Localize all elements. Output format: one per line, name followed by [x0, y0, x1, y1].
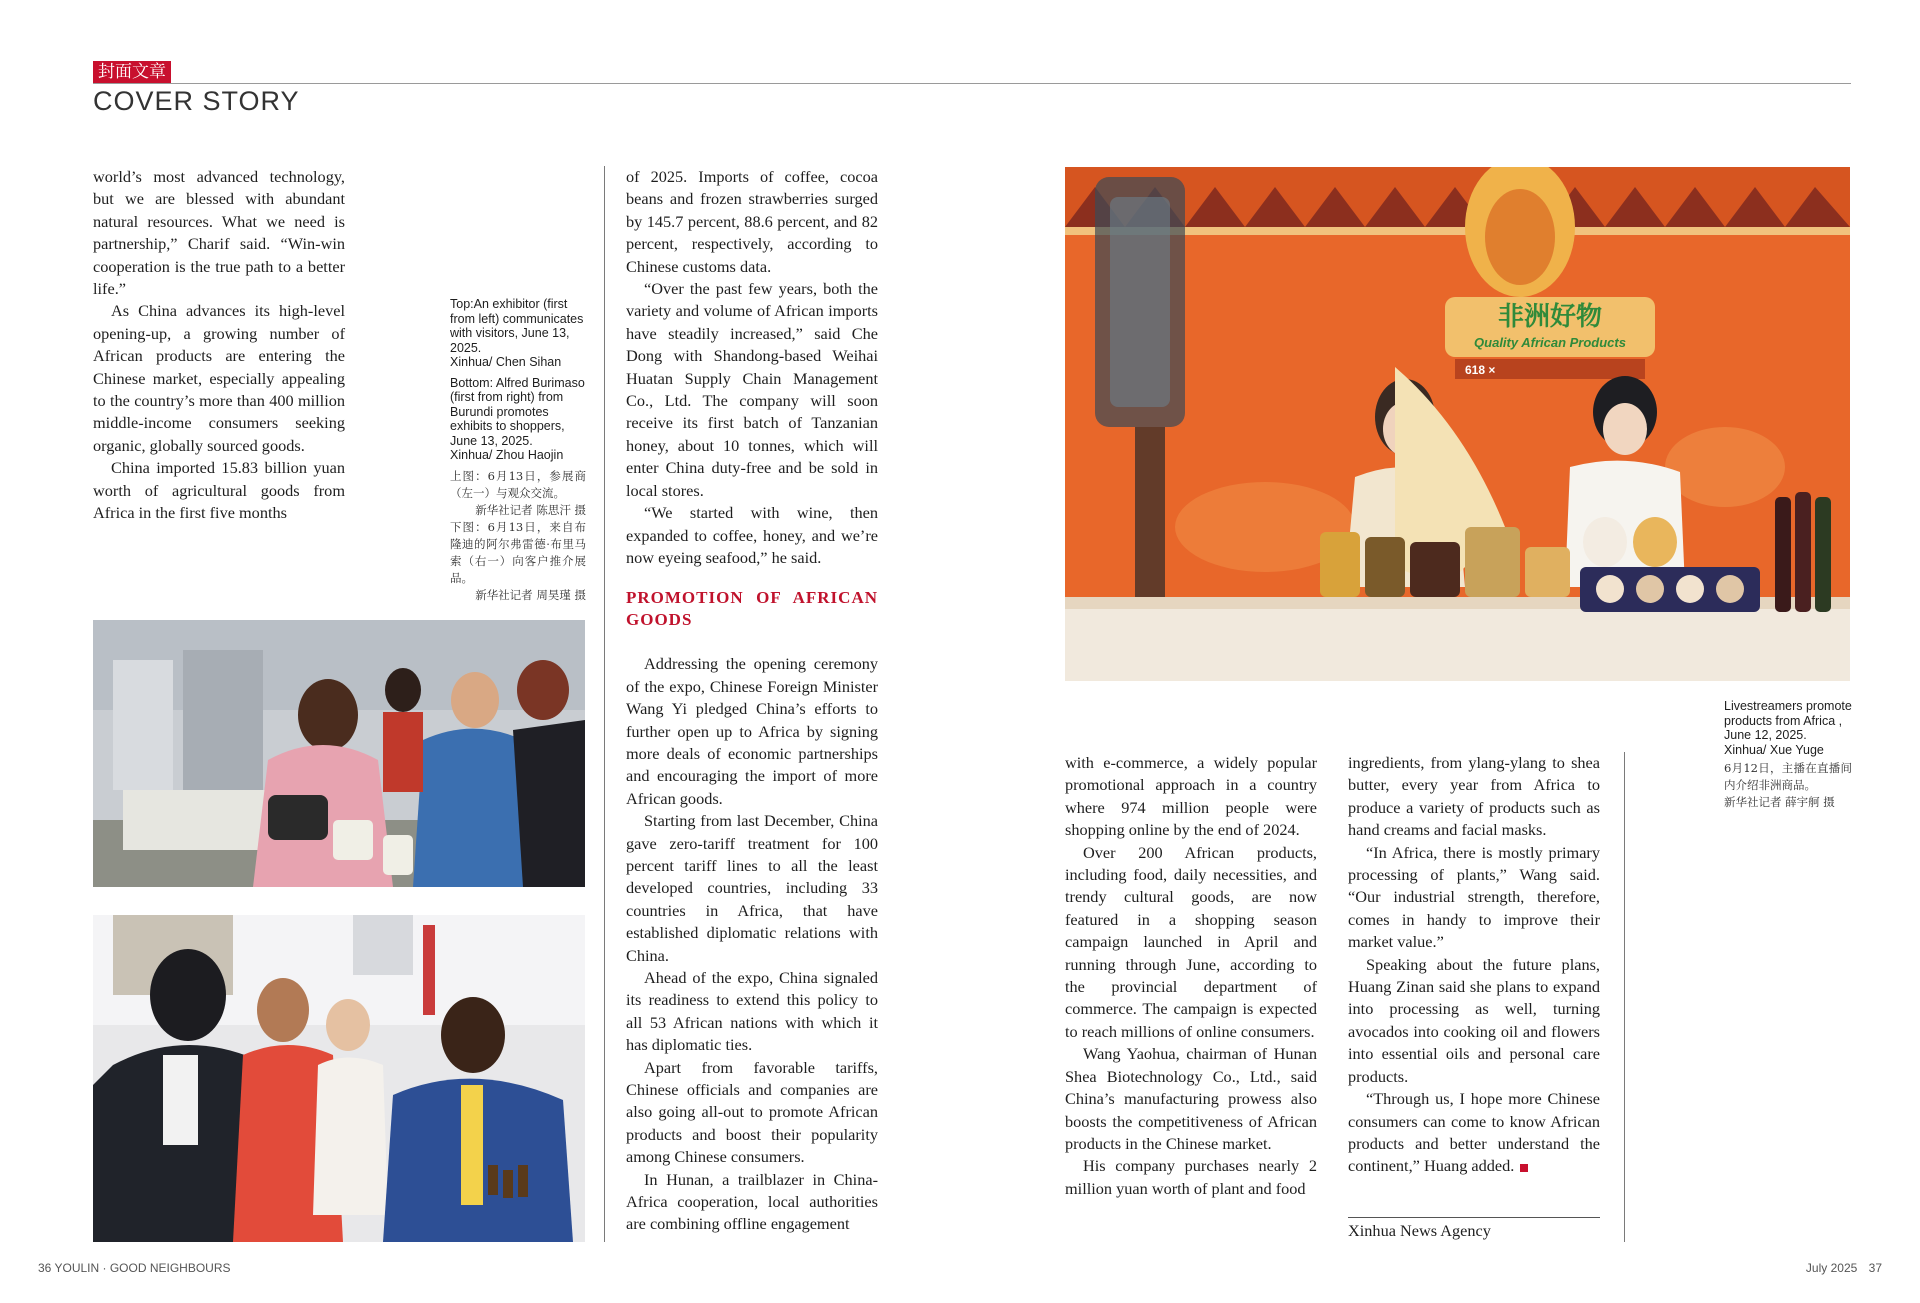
- section-tag-cn: 封面文章: [93, 61, 171, 84]
- page-number-right: 37: [1868, 1261, 1882, 1275]
- article-column-2: [626, 166, 878, 1236]
- paragraph: As China advances its high-level opening-up, a growing number of African products are entering the Chinese market, especially appealing to the country’s more than 400 million middle-income consumers seeking organic, globally sourced goods.: [93, 301, 345, 455]
- photo-burundi-exhibitor: [93, 915, 585, 1242]
- paragraph-closing: [1348, 1088, 1600, 1178]
- paragraph: with e-commerce, a widely popular promotional approach in a country where 974 million people were shopping online by the end of 2024.: [1065, 753, 1317, 840]
- paragraph: world’s most advanced technology, but we are blessed with abundant natural resources. What we need is partnership,” Charif said. “Win-win cooperation is the true path to a better life.”: [93, 167, 345, 299]
- caption-bottom-cn-credit: 新华社记者 周昊瑾 摄: [475, 588, 586, 602]
- caption-top-cn: 上图：6月13日，参展商（左一）与观众交流。: [450, 469, 586, 500]
- magazine-name: YOULIN · GOOD NEIGHBOURS: [54, 1261, 231, 1275]
- photo-burundi-exhibitor-image: [93, 915, 585, 1242]
- sign-cn-text: 非洲好物: [1497, 302, 1603, 332]
- article-column-3: [1065, 752, 1317, 1200]
- paragraph: In Hunan, a trailblazer in China-Africa cooperation, local authorities are combining offline engagement: [626, 1169, 878, 1234]
- photo-exhibitor-visitors-image: [93, 620, 585, 887]
- paragraph: Over 200 African products, including food, daily necessities, and trendy cultural goods, are now featured in a shopping season campaign launched in April and running through June, according to the provincial department of commerce. The campaign is expected to reach millions of online consumers.: [1065, 842, 1317, 1041]
- photo-exhibitor-visitors: [93, 620, 585, 887]
- paragraph: His company purchases nearly 2 million yuan worth of plant and food: [1065, 1156, 1317, 1198]
- photo-caption-right-cn: [1724, 760, 1852, 811]
- caption-right-credit: Xinhua/ Xue Yuge: [1724, 742, 1824, 757]
- paragraph: “In Africa, there is mostly primary processing of plants,” Wang said. “Our industrial strength, therefore, comes in handy to improve their market value.”: [1348, 842, 1600, 952]
- caption-bottom-text: Bottom: Alfred Burimaso (first from right) from Burundi promotes exhibits to shoppers, June 13, 2025.: [450, 375, 585, 448]
- footer-left: [38, 1261, 231, 1275]
- caption-right-cn: 6月12日，主播在直播间内介绍非洲商品。: [1724, 761, 1852, 792]
- source-rule: [1348, 1217, 1600, 1218]
- photo-caption-left: [450, 297, 586, 469]
- article-column-4: [1348, 752, 1600, 1178]
- caption-top-text: Top:An exhibitor (first from left) communicates with visitors, June 13, 2025.: [450, 297, 584, 355]
- photo-livestreamers: [1065, 167, 1850, 681]
- sign-en-text: Quality African Products: [1474, 335, 1626, 350]
- sign-sub-text: 618 ×: [1465, 363, 1496, 377]
- paragraph: Apart from favorable tariffs, Chinese officials and companies are also going all-out to promote African products and boost their popularity among Chinese consumers.: [626, 1057, 878, 1167]
- paragraph: Wang Yaohua, chairman of Hunan Shea Biotechnology Co., Ltd., said China’s manufacturing prowess also boosts the competitiveness of African products in the Chinese market.: [1065, 1044, 1317, 1153]
- section-title: COVER STORY: [93, 86, 300, 116]
- paragraph: Addressing the opening ceremony of the expo, Chinese Foreign Minister Wang Yi pledged China’s efforts to further open up to Africa by signing more deals of economic partnerships and encouraging the import of more African goods.: [626, 654, 878, 808]
- end-mark-icon: [1520, 1164, 1528, 1172]
- paragraph: of 2025. Imports of coffee, cocoa beans and frozen strawberries surged by 145.7 percent, 88.6 percent, and 82 percent, respectively, according to Chinese customs data.: [626, 167, 878, 276]
- photo-caption-right: [1724, 699, 1852, 763]
- photo-livestreamers-image: [1065, 167, 1850, 681]
- paragraph: “We started with wine, then expanded to coffee, honey, and we’re now eyeing seafood,” he said.: [626, 503, 878, 567]
- page-number-left: 36: [38, 1261, 52, 1275]
- caption-top-cn-credit: 新华社记者 陈思汗 摄: [475, 503, 586, 517]
- caption-top-credit: Xinhua/ Chen Sihan: [450, 355, 562, 369]
- subheading: PROMOTION OF AFRICAN GOODS: [626, 588, 878, 630]
- paragraph: China imported 15.83 billion yuan worth of agricultural goods from Africa in the first five months: [93, 458, 345, 523]
- paragraph: Ahead of the expo, China signaled its readiness to extend this policy to all 53 African nations with which it has diplomatic ties.: [626, 968, 878, 1055]
- column-divider: [604, 166, 605, 1242]
- caption-bottom-cn: 下图：6月13日，来自布隆迪的阿尔弗雷德·布里马索（右一）向客户推介展品。: [450, 520, 586, 585]
- caption-bottom-credit: Xinhua/ Zhou Haojin: [450, 448, 564, 462]
- paragraph: ingredients, from ylang-ylang to shea butter, every year from Africa to produce a variety of products such as hand creams and facial masks.: [1348, 753, 1600, 840]
- header-rule: [93, 83, 1851, 84]
- photo-caption-left-cn: [450, 468, 586, 604]
- caption-right-text: Livestreamers promote products from Africa , June 12, 2025.: [1724, 699, 1852, 742]
- closing-text: “Through us, I hope more Chinese consumers can come to know African products and better understand the continent,” Huang added.: [1348, 1089, 1600, 1176]
- source-line: Xinhua News Agency: [1348, 1221, 1491, 1240]
- article-column-1: [93, 166, 345, 525]
- paragraph: Starting from last December, China gave zero-tariff treatment for 100 percent tariff lines to all the least developed countries, including 33 countries in Africa, that have established diplomatic relations with China.: [626, 811, 878, 965]
- caption-right-cn-credit: 新华社记者 薛宇舸 摄: [1724, 795, 1835, 809]
- paragraph: “Over the past few years, both the variety and volume of African imports have steadily increased,” said Che Dong with Shandong-based Weihai Huatan Supply Chain Management Co., Ltd. The company will soon receive its first batch of Tanzanian honey, about 10 tonnes, which will enter China duty-free and be sold in local stores.: [626, 279, 878, 500]
- footer-right: [1806, 1261, 1882, 1275]
- paragraph: Speaking about the future plans, Huang Zinan said she plans to expand into processing as well, turning avocados into cooking oil and flowers into essential oils and personal care products.: [1348, 954, 1600, 1086]
- issue-date: July 2025: [1805, 1261, 1858, 1275]
- column-divider-right: [1624, 752, 1625, 1242]
